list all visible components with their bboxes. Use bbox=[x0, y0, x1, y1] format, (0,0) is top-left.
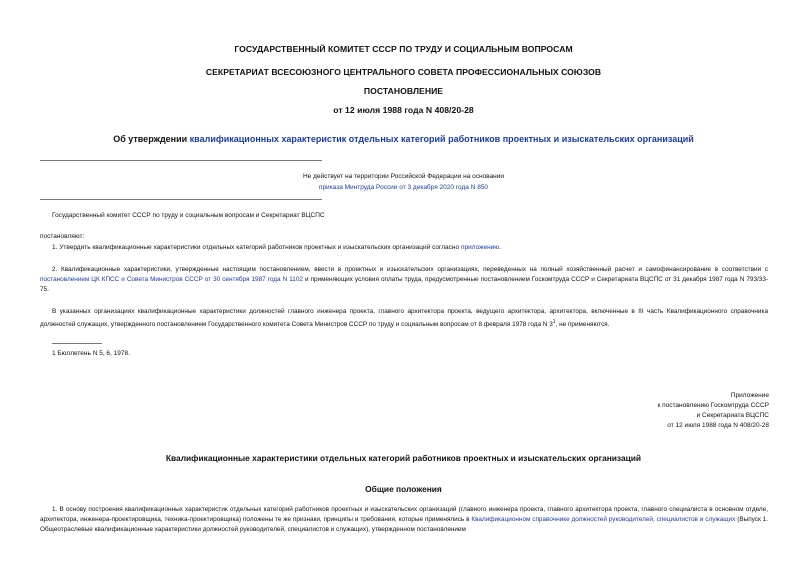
p1-end: . bbox=[499, 244, 501, 251]
paragraph-1 bbox=[52, 243, 501, 252]
appendix-line-3: и Секретариата ВЦСПС bbox=[696, 412, 769, 419]
p1-text: 1. Утвердить квалификационные характеристики отдельных категорий работников проектных и изыскательских организаций согласно bbox=[52, 244, 461, 251]
status-link[interactable]: приказа Минтруда России от 3 декабря 2020 года N 850 bbox=[318, 184, 489, 191]
appendix-line-4: от 12 июля 1988 года N 408/20-28 bbox=[667, 422, 769, 429]
footnote-divider bbox=[52, 343, 102, 344]
doc-date: от 12 июля 1988 года N 408/20-28 bbox=[333, 105, 474, 115]
appendix-link[interactable]: приложению bbox=[460, 244, 500, 251]
appendix-line-1: Приложение bbox=[730, 392, 769, 399]
footnote: 1 Бюллетень N 5, 6, 1978. bbox=[52, 350, 130, 357]
footnote-ref[interactable]: 1 bbox=[552, 319, 556, 325]
title-prefix: Об утверждении bbox=[113, 134, 190, 144]
qualification-handbook-link[interactable]: Квалификационном справочнике должностей руководителей, специалистов и служащих bbox=[471, 516, 736, 523]
divider bbox=[40, 160, 322, 161]
status-line: Не действует на территории Российской Федерации на основании bbox=[302, 173, 505, 180]
s-p1-text-a: 1. В основу построения квалификационных характеристик отдельных категорий работников проектных и изыскательских организаций (главного инженера проекта, главного архитектора проекта, главного специалиста в основном отделе, архитектора, инженера-проектировщика, техника-проектировщика) положены те же признаки, принципы и требования, которые применялись в bbox=[40, 506, 768, 523]
org-committee: ГОСУДАРСТВЕННЫЙ КОМИТЕТ СССР ПО ТРУДУ И СОЦИАЛЬНЫМ ВОПРОСАМ bbox=[234, 44, 573, 54]
divider bbox=[40, 199, 322, 200]
status-note bbox=[0, 171, 807, 193]
appendix-block bbox=[657, 391, 769, 431]
section-subtitle: Общие положения bbox=[365, 484, 442, 494]
decree-text: постановляют: bbox=[40, 233, 85, 240]
s-p1-text-b: (Выпуск 1. Общеотраслевые квалификационные характеристики должностей руководителей, специалистов и служащих), утвержденном постановлением bbox=[40, 516, 768, 533]
appendix-line-2: к постановлению Госкомтруда СССР bbox=[657, 402, 769, 409]
doc-type: ПОСТАНОВЛЕНИЕ bbox=[363, 86, 444, 96]
org-secretariat: СЕКРЕТАРИАТ ВСЕСОЮЗНОГО ЦЕНТРАЛЬНОГО СОВЕТА ПРОФЕССИОНАЛЬНЫХ СОЮЗОВ bbox=[205, 67, 602, 77]
p2-text-b: и применяющих условия оплаты труда, предусмотренные постановлением Госкомтруда СССР и Секретариата ВЦСПС от 31 декабря 1987 года N 793/33-75. bbox=[40, 276, 769, 293]
p3-end: , не применяются. bbox=[555, 321, 610, 329]
intro-text: Государственный комитет СССР по труду и социальным вопросам и Секретариат ВЦСПС bbox=[52, 212, 325, 219]
paragraph-2 bbox=[40, 265, 768, 295]
section-paragraph-1 bbox=[40, 505, 768, 535]
paragraph-3 bbox=[40, 307, 768, 330]
decree-1987-link[interactable]: постановлением ЦК КПСС и Совета Министров СССР от 30 сентября 1987 года N 1102 bbox=[40, 276, 303, 283]
p2-text-a: 2. Квалификационные характеристики, утвержденные настоящим постановлением, ввести в проектных и изыскательских организациях, переведенных на полный хозяйственный расчет и самофинансирование в соответствии с bbox=[52, 266, 768, 273]
document-title bbox=[0, 134, 807, 144]
title-link[interactable]: квалификационных характеристик отдельных категорий работников проектных и изыскательских организаций bbox=[189, 134, 694, 144]
p3-text: В указанных организациях квалификационные характеристики должностей главного инженера проекта, главного архитектора проекта, ведущего архитектора, архитектора, включенные в III часть Квалификационного справочника должностей служащих, утвержденного постановлением Государственного комитета Совета Министров СССР по труду и социальным вопросам от 8 февраля 1978 года N 3 bbox=[40, 308, 768, 329]
section-title: Квалификационные характеристики отдельных категорий работников проектных и изыскательских организаций bbox=[165, 453, 642, 463]
